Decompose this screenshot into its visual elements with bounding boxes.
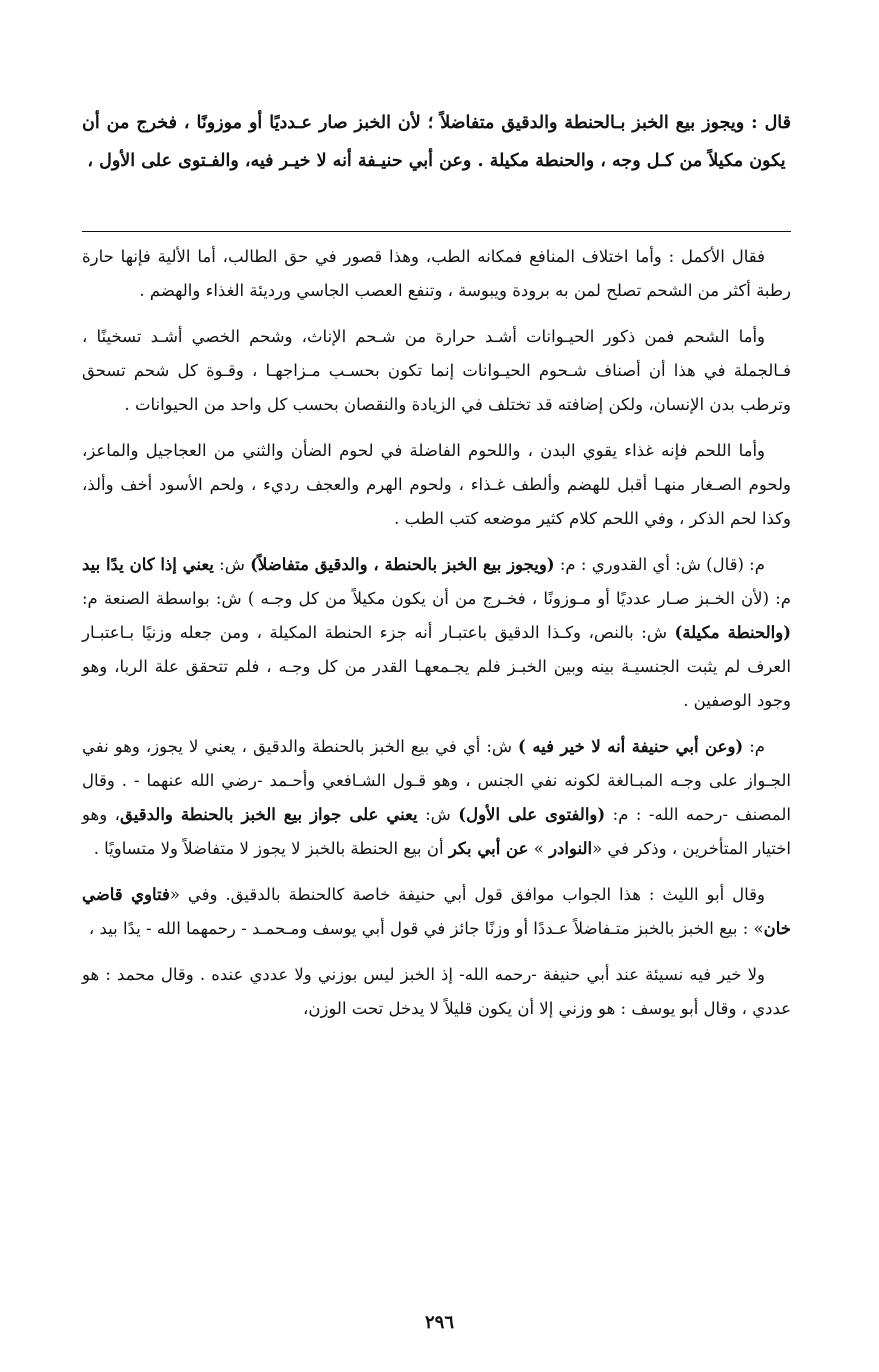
book-title: فتاوي قاضي خان <box>82 885 791 938</box>
commentary-paragraph-6 <box>82 878 791 946</box>
text-run: م: (قال) ش: أي القدوري : م: <box>554 555 765 574</box>
commentary-paragraph-5 <box>82 730 791 866</box>
text-run: ش: <box>213 555 251 574</box>
commentary-section <box>82 240 791 1038</box>
quoted-matn: (وعن أبي حنيفة أنه لا خير فيه ) <box>518 737 744 756</box>
bold-explanation: يعني إذا كان يدًا بيد <box>82 555 214 574</box>
page-number: ٢٩٦ <box>424 1312 454 1333</box>
text-run: م: <box>743 737 765 756</box>
text-run: ش: أي في بيع الخبز بالحنطة والدقيق ، يعني لا يجوز، وهو نفي الجـواز على وجـه المبـالغة لكونه نفي الجنس ، وهو قـول الشـافعي وأحـمد -رضي الله عنهما - . وقال المصنف -رحمه الله- : م: <box>82 737 792 824</box>
book-title: النوادر <box>549 839 593 858</box>
quoted-matn: (لأن الخـبز صـار عدديًا أو مـوزونًا ، فخـرج من أن يكون مكيلاً من كل وجـه ) <box>247 589 770 608</box>
bold-explanation: يعني على جواز بيع الخبز بالحنطة والدقيق <box>120 805 418 824</box>
text-run: ، وهو اختيار المتأخرين ، وذكر في « <box>82 805 791 858</box>
text-run: ش: بالنص، وكـذا الدقيق باعتبـار أنه جزء الحنطة المكيلة ، ومن جعله وزنيًا بـاعتبـار العرف لم يثبت الجنسيـة بينه وبين الخبـز فلم يجـمعهـا القدر من كل وجـه ، فلم تتحقق علة الربا، وهو وجود الوصفين . <box>82 623 791 710</box>
text-run: » <box>528 839 550 858</box>
text-run: ش: <box>417 805 459 824</box>
bold-explanation: عن أبي بكر <box>448 839 529 858</box>
commentary-paragraph-4 <box>82 548 791 718</box>
text-run: » : بيع الخبز بالخبز متـفاضلاً عـددًا أو وزنًا جائز في قول أبي يوسف ومـحمـد - رحمهما الله - يدًا بيد ، <box>88 919 764 938</box>
separator-rule <box>82 231 791 232</box>
quoted-matn: (ويجوز بيع الخبز بالحنطة ، والدقيق متفاضلاً) <box>250 555 555 574</box>
text-run: م: <box>769 589 791 608</box>
matn-main-text: قال : ويجوز بيع الخبز بـالحنطة والدقيق متفاضلاً ؛ لأن الخبز صار عـدديًا أو موزونًا ، فخرج من أن يكون مكيلاً من كـل وجه ، والحنطة مكيلة . وعن أبي حنيـفة أنه لا خيـر فيه، والفـتوى على الأول ، <box>82 112 791 171</box>
commentary-paragraph-7: ولا خير فيه نسيئة عند أبي حنيفة -رحمه الله- إذ الخبز ليس بوزني ولا عددي عنده . وقال محمد : هو عددي ، وقال أبو يوسف : هو وزني إلا أن يكون قليلاً لا يدخل تحت الوزن، <box>82 965 791 1018</box>
commentary-paragraph-3: وأما اللحم فإنه غذاء يقوي البدن ، واللحوم الفاضلة في لحوم الضأن والثني من العجاجيل والماعز، ولحوم الصـغار منهـا أقبل للهضم وألطف غـذاء ، ولحوم الهرم والعجف رديء ، ولحم الأسود أخف وألذ، وكذا لحم الذكر ، وفي اللحم كلام كثير موضعه كتب الطب . <box>82 441 791 528</box>
text-run: أن بيع الحنطة بالخبز لا يجوز لا متفاضلاً ولا متساويًا . <box>93 839 449 858</box>
quoted-matn: (والفتوى على الأول) <box>458 805 606 824</box>
quoted-matn: (والحنطة مكيلة) <box>674 623 791 642</box>
commentary-paragraph-2: وأما الشحم فمن ذكور الحيـوانات أشـد حرارة من شـحم الإناث، وشحم الخصي أشـد تسخينًا ، فـالجملة في هذا أن أصناف شـحوم الحيـوانات إنما تكون بحسـب مـزاجهـا ، وقـوة كل شحم تسحق وترطب بدن الإنسان، ولكن إضافته قد تختلف في الزيادة والنقصان بحسب كل واحد من الحيوانات . <box>82 327 791 414</box>
text-run: ش: بواسطة الصنعة م: <box>82 589 248 608</box>
text-run: وقال أبو الليث : هذا الجواب موافق قول أبي حنيفة خاصة كالحنطة بالدقيق. وفي « <box>169 885 766 904</box>
commentary-paragraph-1: فقال الأكمل : وأما اختلاف المنافع فمكانه الطب، وهذا قصور في حق الطالب، أما الألية فإنها حارة رطبة أكثر من الشحم تصلح لمن به برودة ويبوسة ، وتنفع العصب الجاسي ورديئة الغذاء والهضم . <box>82 247 791 300</box>
